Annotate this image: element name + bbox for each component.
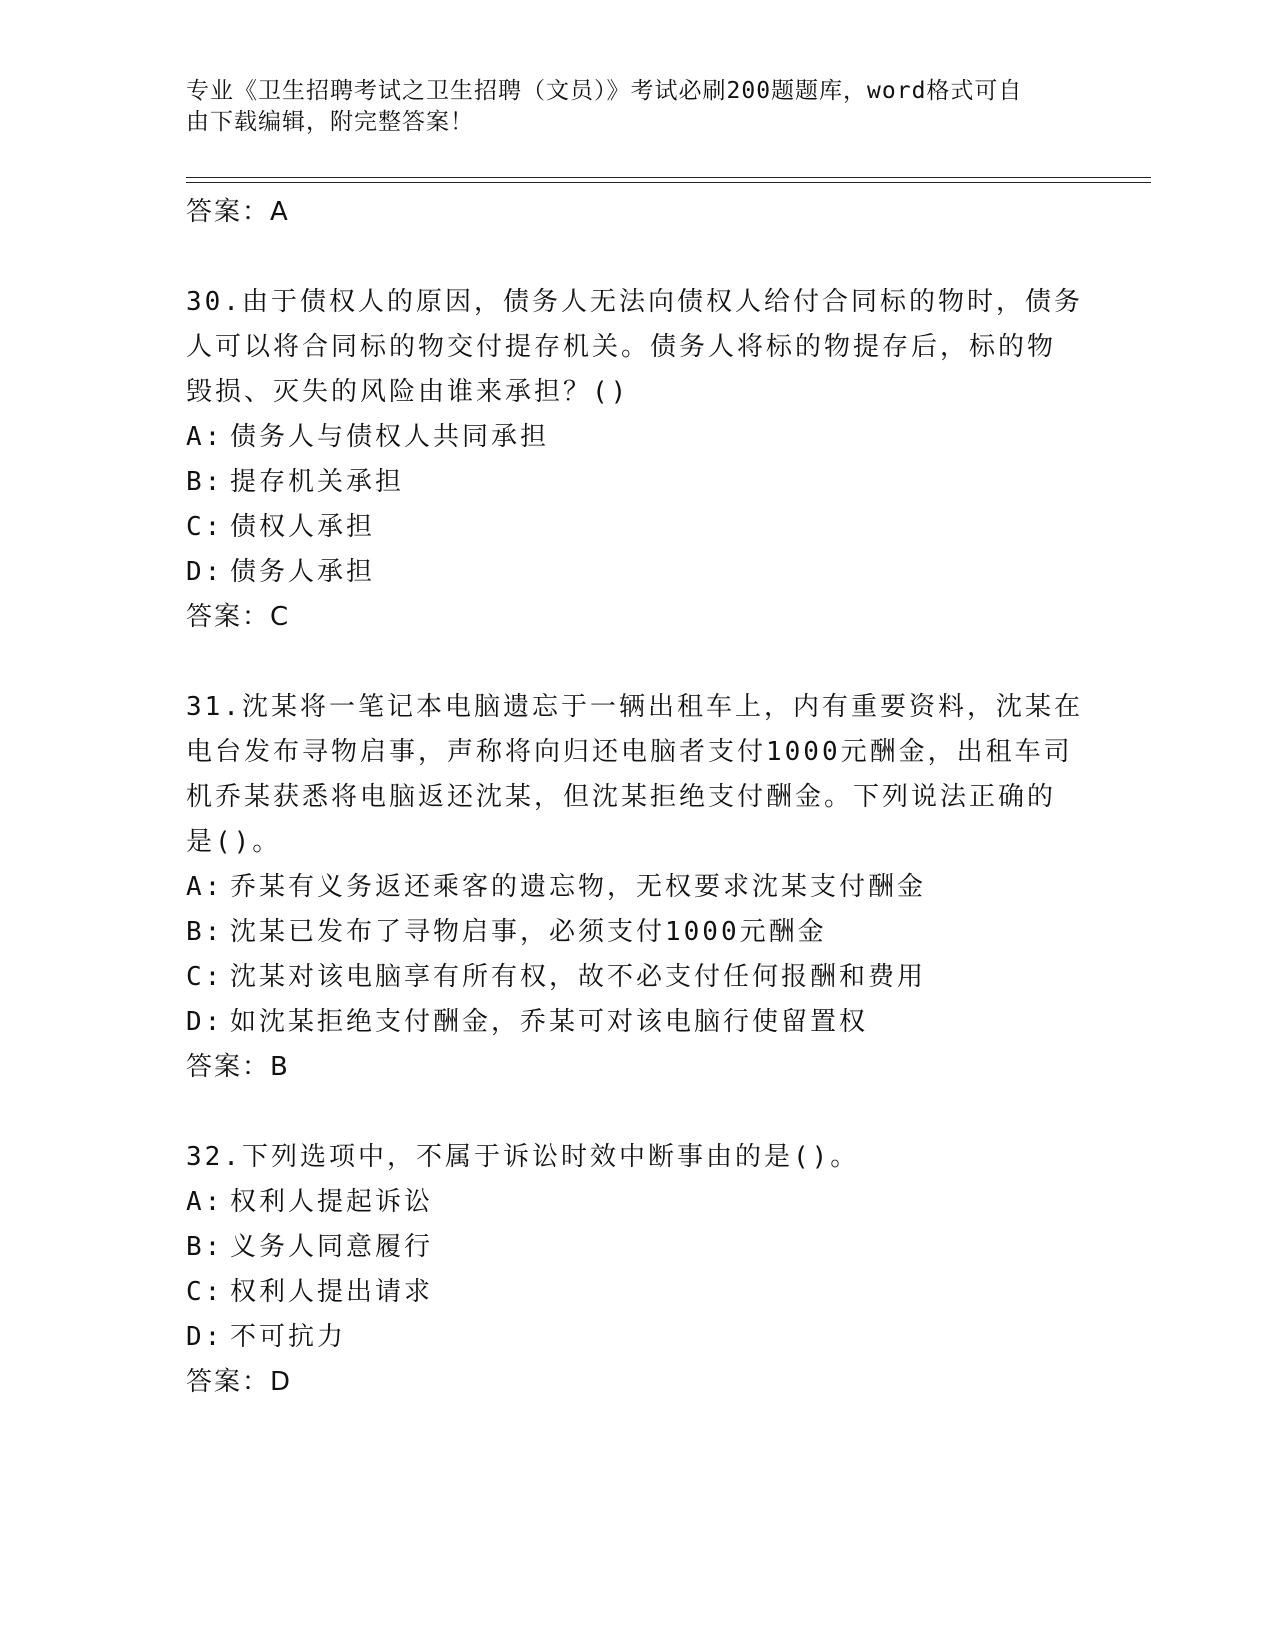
option-text: 义务人同意履行 (230, 1232, 434, 1262)
option-text: 权利人提起诉讼 (230, 1187, 434, 1217)
option-b (186, 460, 1086, 505)
option-a (186, 865, 1086, 910)
question-stem-line: 机乔某获悉将电脑返还沈某，但沈某拒绝支付酬金。下列说法正确的 (186, 782, 1057, 812)
option-key: A: (186, 1187, 224, 1217)
question-stem-line: 是()。 (186, 827, 282, 857)
spacer (186, 640, 1086, 685)
option-text: 不可抗力 (230, 1322, 347, 1352)
option-d (186, 1000, 1086, 1045)
option-key: C: (186, 1277, 224, 1307)
header-line-2: 由下载编辑，附完整答案！ (186, 109, 474, 135)
option-text: 提存机关承担 (230, 467, 405, 497)
option-key: A: (186, 422, 224, 452)
option-key: B: (186, 1232, 224, 1262)
question-stem-line: 31.沈某将一笔记本电脑遗忘于一辆出租车上，内有重要资料，沈某在 (186, 692, 1083, 722)
option-key: C: (186, 512, 224, 542)
document-header (186, 76, 1066, 138)
option-d (186, 550, 1086, 595)
question-stem-line: 32.下列选项中，不属于诉讼时效中断事由的是()。 (186, 1142, 860, 1172)
option-key: B: (186, 467, 224, 497)
question-stem-line: 电台发布寻物启事，声称将向归还电脑者支付1000元酬金，出租车司 (186, 737, 1073, 767)
option-c (186, 955, 1086, 1000)
option-c (186, 1270, 1086, 1315)
option-key: D: (186, 1007, 224, 1037)
option-b (186, 910, 1086, 955)
option-text: 债权人承担 (230, 512, 376, 542)
option-key: A: (186, 872, 224, 902)
spacer (186, 1090, 1086, 1135)
question-list (186, 190, 1086, 1405)
question-stem-line: 人可以将合同标的物交付提存机关。债务人将标的物提存后，标的物 (186, 332, 1057, 362)
question-30 (186, 280, 1086, 640)
question-stem-line: 30.由于债权人的原因，债务人无法向债权人给付合同标的物时，债务 (186, 287, 1083, 317)
option-key: B: (186, 917, 224, 947)
previous-answer: 答案：A (186, 197, 290, 227)
question-stem-line: 毁损、灭失的风险由谁来承担？() (186, 377, 630, 407)
question-32 (186, 1135, 1086, 1405)
option-text: 债务人承担 (230, 557, 376, 587)
option-a (186, 1180, 1086, 1225)
spacer (186, 235, 1086, 280)
header-rule-top (186, 177, 1151, 178)
option-text: 权利人提出请求 (230, 1277, 434, 1307)
option-d (186, 1315, 1086, 1360)
answer-line: 答案：B (186, 1052, 290, 1082)
option-text: 债务人与债权人共同承担 (230, 422, 550, 452)
option-text: 沈某对该电脑享有所有权，故不必支付任何报酬和费用 (230, 962, 927, 992)
option-key: C: (186, 962, 224, 992)
option-c (186, 505, 1086, 550)
option-key: D: (186, 557, 224, 587)
option-key: D: (186, 1322, 224, 1352)
option-text: 乔某有义务返还乘客的遗忘物，无权要求沈某支付酬金 (230, 872, 927, 902)
header-rule-bottom (186, 182, 1151, 183)
option-b (186, 1225, 1086, 1270)
header-line-1: 专业《卫生招聘考试之卫生招聘（文员）》考试必刷200题题库，word格式可自 (186, 78, 1023, 104)
option-text: 如沈某拒绝支付酬金，乔某可对该电脑行使留置权 (230, 1007, 869, 1037)
answer-line: 答案：D (186, 1367, 293, 1397)
answer-line: 答案：C (186, 602, 291, 632)
option-text: 沈某已发布了寻物启事，必须支付1000元酬金 (230, 917, 827, 947)
option-a (186, 415, 1086, 460)
question-31 (186, 685, 1086, 1090)
